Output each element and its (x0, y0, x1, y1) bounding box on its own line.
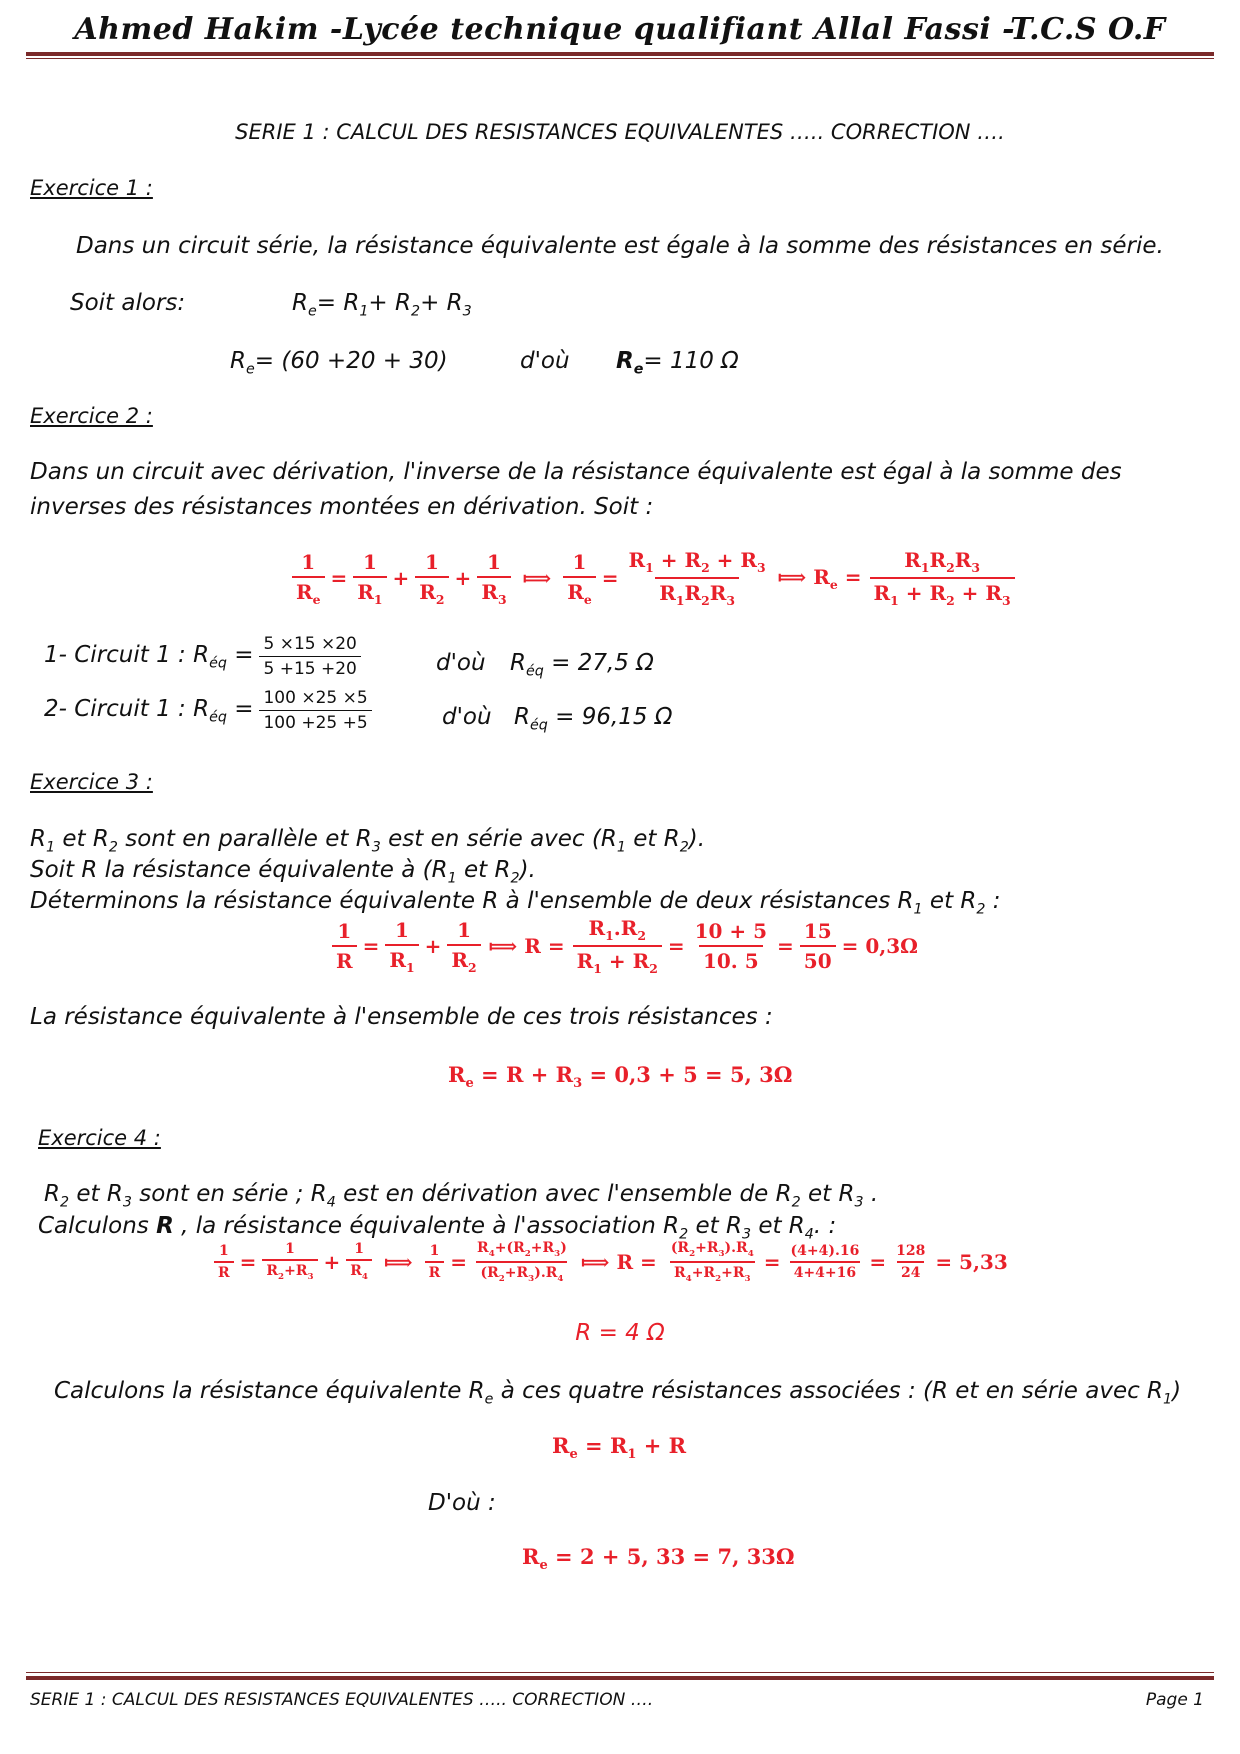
exercise-1-sum-formula: $R_e= R_1+ R_2+ R_3$ (292, 290, 472, 320)
header-rule (26, 52, 1214, 56)
exercise-3-formula: $\frac{1}{R}$ = $\frac{1}{R_1}$ + $\frac{1}{R_2}$ ⟾ R = $\frac{R_1.R_2}{R_1 + R_2}$ = $\frac{10 + 5}{10. 5}$ = $\frac{15}{50}$ = 0,3Ω (330, 916, 922, 976)
exercise-4-text-line1: $R_2$ et $R_3$ sont en série ; $R_4$ est en dérivation avec l'ensemble de $R_2$ et $R_3$ . (44, 1181, 879, 1211)
frac-ex4-1-r: $\frac{1}{R}$ (214, 1243, 234, 1281)
frac-ex4-1-r4: $\frac{1}{R_4}$ (346, 1241, 372, 1282)
footer-title: SERIE 1 : CALCUL DES RESISTANCES EQUIVALENTES ….. CORRECTION …. (30, 1690, 654, 1710)
circuit-1-result: $R_{éq} = 27,5$ Ω (510, 650, 654, 680)
document-title: SERIE 1 : CALCUL DES RESISTANCES EQUIVALENTES ….. CORRECTION …. (235, 120, 1005, 144)
frac-ex4-numeric-1: $\frac{(4+4).16}{4+4+16}$ (790, 1242, 860, 1281)
exercise-1-dou: d'où (520, 348, 570, 374)
exercise-3-heading: Exercice 3 : (30, 770, 153, 794)
footer-rule (26, 1676, 1214, 1680)
exercise-2-text-line1: Dans un circuit avec dérivation, l'inverse de la résistance équivalente est égal à la somme des (30, 459, 1122, 485)
exercise-4-r-value: R = 4 Ω (575, 1320, 665, 1346)
frac-1-r1-ex3: $\frac{1}{R_1}$ (385, 918, 418, 975)
circuit-1-fraction: $\frac{5 \times 15 \times 20}{5 +15 +20}$ (259, 634, 360, 679)
frac-1-re-b: $\frac{1}{R_e}$ (563, 550, 596, 607)
circuit-1-label: 1- Circuit 1 : $R_{éq}$ = (44, 641, 254, 672)
exercise-4-text-line2: Calculons R , la résistance équivalente à l'association $R_2$ et $R_3$ et $R_4$. : (38, 1213, 837, 1243)
frac-1-r2: $\frac{1}{R_2}$ (415, 550, 448, 607)
exercise-4-dou: D'où : (428, 1490, 496, 1516)
exercise-2-parallel-formula: $\frac{1}{R_e}$ = $\frac{1}{R_1}$ + $\frac{1}{R_2}$ + $\frac{1}{R_3}$ ⟾ $\frac{1}{R_e}$ = $\frac{R_1 + R_2 + R_3}{R_1R_2R_3}$ ⟾ $R_e$ = $\frac{R_1R_2R_3}{R_1 + R_2 + R_3}$ (290, 548, 1017, 608)
exercise-3-text-line3: Déterminons la résistance équivalente R à l'ensemble de deux résistances $R_1$ et $R_2$ : (30, 888, 1001, 918)
frac-ex4-1-r2r3: $\frac{1}{R_2+R_3}$ (262, 1241, 317, 1282)
exercise-2-circuit-1 (44, 634, 363, 679)
circuit-2-fraction: $\frac{100 \times 25 \times 5}{100 +25 +5}$ (259, 688, 371, 733)
exercise-1-calc: $R_e= (60 +20 + 30)$ (230, 348, 448, 378)
exercise-3-formula-result: = 0,3Ω (841, 934, 918, 958)
header-rule-thin (26, 58, 1214, 59)
exercise-3-text-line2: Soit R la résistance équivalente à ($R_1$ et $R_2$). (30, 857, 536, 887)
frac-ex4-product-over-sum: $\frac{(R_2+R_3).R_4}{R_4+R_2+R_3}$ (670, 1240, 754, 1284)
exercise-1-text: Dans un circuit série, la résistance équivalente est égale à la somme des résistances en série. (76, 233, 1164, 259)
exercise-4-heading: Exercice 4 : (38, 1126, 161, 1150)
frac-ex4-sum-over-product: $\frac{R_4+(R_2+R_3)}{(R_2+R_3).R_4}$ (477, 1240, 567, 1284)
frac-1-r: $\frac{1}{R}$ (332, 919, 357, 973)
circuit-2-label: 2- Circuit 1 : $R_{éq}$ = (44, 695, 254, 726)
exercise-3-text-line1: $R_1$ et $R_2$ sont en parallèle et $R_3$ est en série avec ($R_1$ et $R_2$). (30, 826, 706, 856)
frac-product-over-sum: $\frac{R_1R_2R_3}{R_1 + R_2 + R_3}$ (870, 548, 1015, 608)
page-header: Ahmed Hakim -Lycée technique qualifiant Allal Fassi -T.C.S O.F (74, 12, 1166, 47)
frac-numeric-1: $\frac{10 + 5}{10. 5}$ (694, 919, 768, 973)
exercise-3-final: $R_e = R + R_3 = 0,3 + 5 = 5$, 3Ω (448, 1062, 793, 1092)
frac-1-re: $\frac{1}{R_e}$ (292, 550, 325, 607)
exercise-1-heading: Exercice 1 : (30, 176, 153, 200)
exercise-1-calc-values: (60 +20 + 30) (281, 348, 448, 374)
frac-ex4-1-r-b: $\frac{1}{R}$ (425, 1243, 445, 1281)
frac-1-r1: $\frac{1}{R_1}$ (353, 550, 386, 607)
frac-ex4-numeric-2: $\frac{128}{24}$ (896, 1242, 926, 1281)
exercise-4-formula-result: = 5,33 (935, 1249, 1008, 1274)
exercise-4-formula: $\frac{1}{R}$ = $\frac{1}{R_2+R_3}$ + $\frac{1}{R_4}$ ⟾ $\frac{1}{R}$ = $\frac{R_4+(R_2+R_3)}{(R_2+R_3).R_4}$ ⟾ R = $\frac{(R_2+R_3).R_4}{R_4+R_2+R_3}$ = $\frac{(4+4).16}{4+4+16}$ = $\frac{128}{24}$ = 5,33 (212, 1240, 1012, 1284)
exercise-4-text-line3: Calculons la résistance équivalente $R_e$ à ces quatre résistances associées : (R et en série avec $R_1$) (54, 1378, 1182, 1408)
circuit-2-result: $R_{éq} = 96,15$ Ω (514, 704, 673, 734)
frac-numeric-2: $\frac{15}{50}$ (800, 919, 836, 973)
exercise-2-text-line2: inverses des résistances montées en dérivation. Soit : (30, 494, 654, 520)
footer-rule-thin (26, 1672, 1214, 1673)
exercise-3-text-line4: La résistance équivalente à l'ensemble de ces trois résistances : (30, 1004, 773, 1030)
exercise-4-final: $R_e = 2 + 5$, 33 = 7, 33Ω (522, 1544, 795, 1574)
frac-1-r2-ex3: $\frac{1}{R_2}$ (447, 918, 480, 975)
footer-page-number: Page 1 (1145, 1690, 1204, 1710)
exercise-1-soit: Soit alors: (70, 290, 186, 316)
circuit-1-dou: d'où (436, 650, 486, 676)
exercise-1-result: $R_e= 110$ Ω (616, 348, 739, 378)
exercise-1-result-value: = 110 Ω (643, 348, 739, 374)
frac-sum-over-product: $\frac{R_1 + R_2 + R_3}{R_1R_2R_3}$ (628, 548, 766, 608)
exercise-2-circuit-2 (44, 688, 374, 733)
circuit-2-dou: d'où (442, 704, 492, 730)
frac-product-over-sum-ex3: $\frac{R_1.R_2}{R_1 + R_2}$ (573, 916, 662, 976)
frac-1-r3: $\frac{1}{R_3}$ (477, 550, 510, 607)
exercise-4-re-formula: $R_e = R_1 + R$ (552, 1433, 687, 1463)
exercise-2-heading: Exercice 2 : (30, 404, 153, 428)
